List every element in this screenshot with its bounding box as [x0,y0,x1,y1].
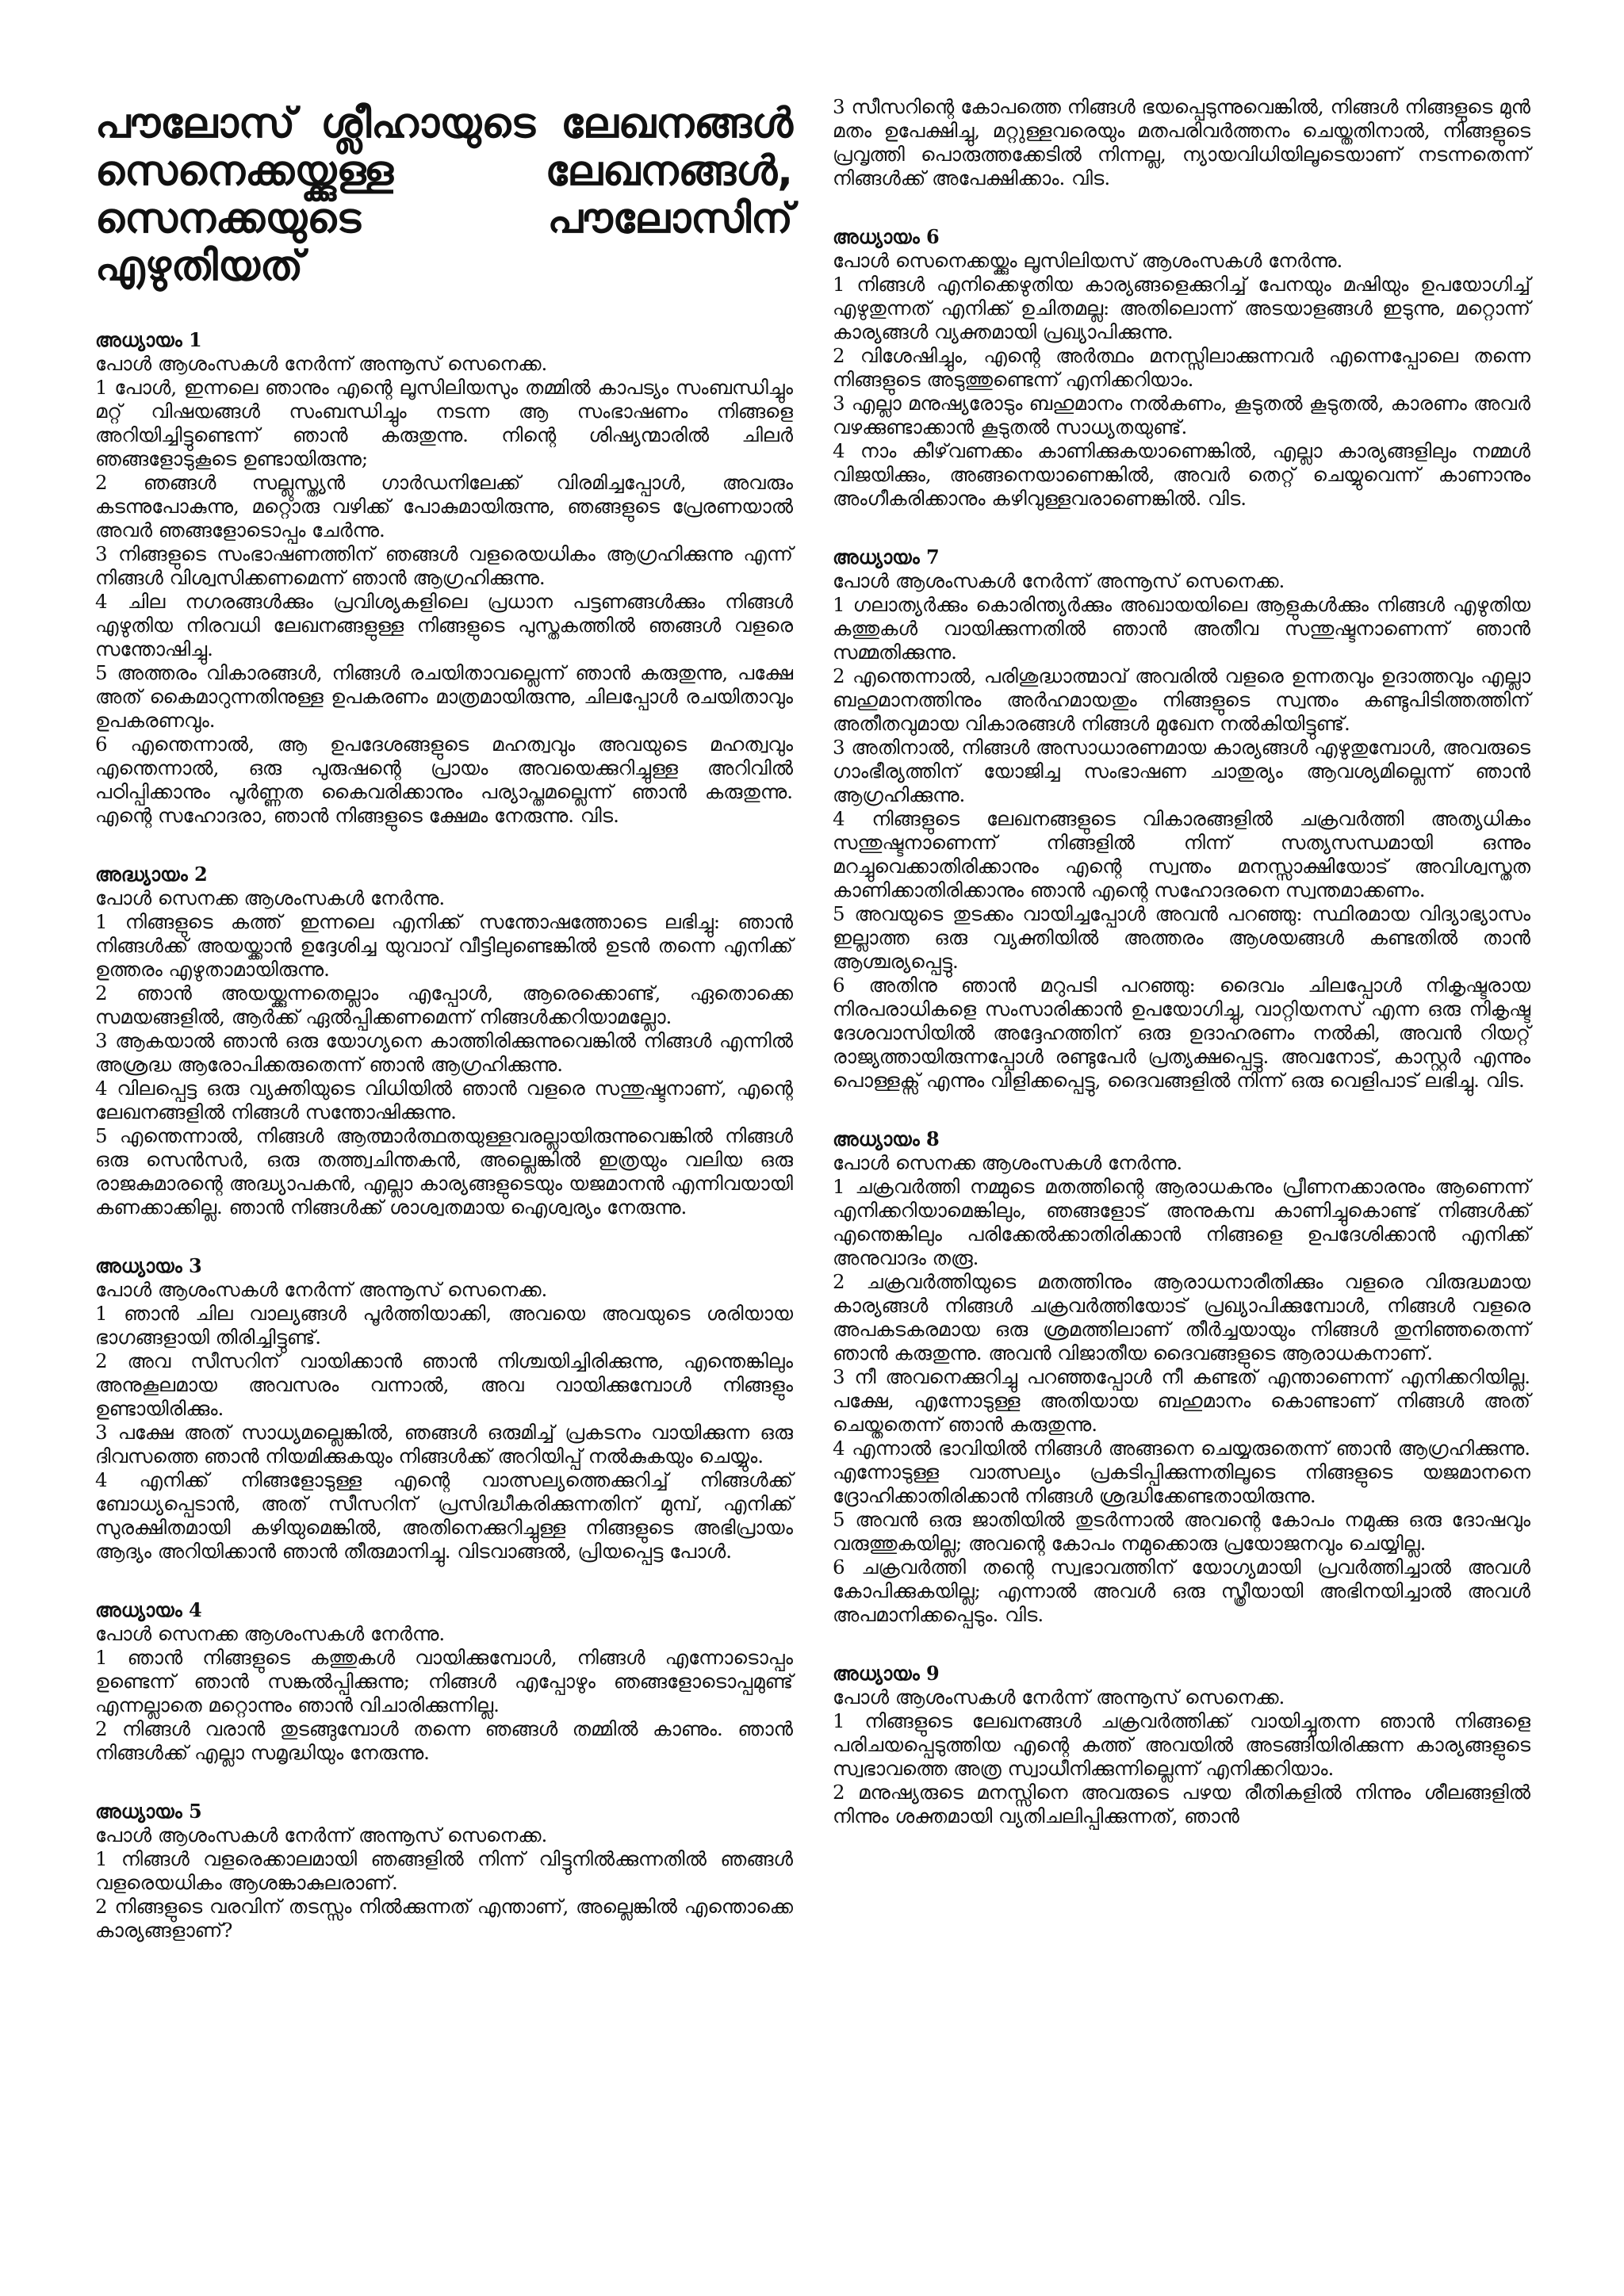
verse: 6 ചക്രവർത്തി തന്റെ സ്വഭാവത്തിന് യോഗ്യമായി പ്രവർത്തിച്ചാൽ അവൾ കോപിക്കുകയില്ല; എന്നാൽ അവൾ ഒരു സ്ത്രീയായി അഭിനയിച്ചാൽ അവൾ അപമാനിക്കപ്പെടും. വിട. [833,1556,1530,1626]
verse: 3 നീ അവനെക്കുറിച്ചു പറഞ്ഞപ്പോൾ നീ കണ്ടത് എന്താണെന്ന് എനിക്കറിയില്ല. പക്ഷേ, എന്നോടുള്ള അതിയായ ബഹുമാനം കൊണ്ടാണ് നിങ്ങൾ അത് ചെയ്തതെന്ന് ഞാൻ കരുതുന്നു. [833,1365,1530,1436]
verse: 4 ചില നഗരങ്ങൾക്കും പ്രവിശ്യകളിലെ പ്രധാന പട്ടണങ്ങൾക്കും നിങ്ങൾ എഴുതിയ നിരവധി ലേഖനങ്ങളുള്ള നിങ്ങളുടെ പുസ്തകത്തിൽ ഞങ്ങൾ വളരെ സന്തോഷിച്ചു. [95,590,793,660]
chapter-block [95,863,793,1219]
verse: 3 പക്ഷേ അത് സാധ്യമല്ലെങ്കിൽ, ഞങ്ങൾ ഒരുമിച്ച് പ്രകടനം വായിക്കുന്ന ഒരു ദിവസത്തെ ഞാൻ നിയമിക്കുകയും നിങ്ങൾക്ക് അറിയിപ്പ് നൽകുകയും ചെയ്യും. [95,1421,793,1468]
chapter-greeting: പോൾ ആശംസകൾ നേർന്ന് അന്നൂസ് സെനെക്ക. [95,352,548,375]
verse: 4 എന്നാൽ ഭാവിയിൽ നിങ്ങൾ അങ്ങനെ ചെയ്യരുതെന്ന് ഞാൻ ആഗ്രഹിക്കുന്നു. എന്നോടുള്ള വാത്സല്യം പ്രകടിപ്പിക്കുന്നതിലൂടെ നിങ്ങളുടെ യജമാനനെ ദ്രോഹിക്കാതിരിക്കാൻ നിങ്ങൾ ശ്രദ്ധിക്കേണ്ടതായിരുന്നു. [833,1437,1530,1507]
verse: 1 നിങ്ങളുടെ ലേഖനങ്ങൾ ചക്രവർത്തിക്ക് വായിച്ചുതന്ന ഞാൻ നിങ്ങളെ പരിചയപ്പെടുത്തിയ എന്റെ കത്ത് അവയിൽ അടങ്ങിയിരിക്കുന്ന കാര്യങ്ങളുടെ സ്വഭാവത്തെ അത്ര സ്വാധീനിക്കുന്നില്ലെന്ന് എനിക്കറിയാം. [833,1709,1530,1780]
chapter-greeting: പോൾ ആശംസകൾ നേർന്ന് അന്നൂസ് സെനെക്ക. [833,1686,1285,1709]
verse: 5 അവൻ ഒരു ജാതിയിൽ തുടർന്നാൽ അവന്റെ കോപം നമുക്കു ഒരു ദോഷവും വരുത്തുകയില്ല; അവന്റെ കോപം നമുക്കൊരു പ്രയോജനവും ചെയ്യില്ല. [833,1508,1530,1555]
chapter-greeting: പോൾ ആശംസകൾ നേർന്ന് അന്നൂസ് സെനെക്ക. [95,1278,548,1301]
verse: 3 ആകയാൽ ഞാൻ ഒരു യോഗ്യനെ കാത്തിരിക്കുന്നുവെങ്കിൽ നിങ്ങൾ എന്നിൽ അശ്രദ്ധ ആരോപിക്കരുതെന്ന് ഞാൻ ആഗ്രഹിക്കുന്നു. [95,1029,793,1076]
verse: 2 നിങ്ങളുടെ വരവിന് തടസ്സം നിൽക്കുന്നത് എന്താണ്, അല്ലെങ്കിൽ എന്തൊക്കെ കാര്യങ്ങളാണ്? [95,1895,793,1942]
verse: 2 മനുഷ്യരുടെ മനസ്സിനെ അവരുടെ പഴയ രീതികളിൽ നിന്നും ശീലങ്ങളിൽ നിന്നും ശക്തമായി വ്യതിചലിപ്പിക്കുന്നത്, ഞാൻ [833,1781,1530,1827]
verse: 5 അത്തരം വികാരങ്ങൾ, നിങ്ങൾ രചയിതാവല്ലെന്ന് ഞാൻ കരുതുന്നു, പക്ഷേ അത് കൈമാറുന്നതിനുള്ള ഉപകരണം മാത്രമായിരുന്നു, ചിലപ്പോൾ രചയിതാവും ഉപകരണവും. [95,661,793,732]
chapter-block [95,328,793,828]
chapter-greeting: പോൾ സെനക്ക ആശംസകൾ നേർന്നു. [95,1622,446,1645]
verse: 2 ഞാൻ അയയ്ക്കുന്നതെല്ലാം എപ്പോൾ, ആരെക്കൊണ്ട്, ഏതൊക്കെ സമയങ്ങളിൽ, ആർക്ക് ഏൽപ്പിക്കണമെന്ന് നിങ്ങൾക്കറിയാമല്ലോ. [95,982,793,1028]
verse: 3 അതിനാൽ, നിങ്ങൾ അസാധാരണമായ കാര്യങ്ങൾ എഴുതുമ്പോൾ, അവരുടെ ഗാംഭീര്യത്തിന് യോജിച്ച സംഭാഷണ ചാതുര്യം ആവശ്യമില്ലെന്ന് ഞാൻ ആഗ്രഹിക്കുന്നു. [833,736,1530,806]
chapter-block [833,1127,1530,1627]
verse: 4 എനിക്ക് നിങ്ങളോടുള്ള എന്റെ വാത്സല്യത്തെക്കുറിച്ച് നിങ്ങൾക്ക് ബോധ്യപ്പെടാൻ, അത് സീസറിന് പ്രസിദ്ധീകരിക്കുന്നതിന് മുമ്പ്, എനിക്ക് സുരക്ഷിതമായി കഴിയുമെങ്കിൽ, അതിനെക്കുറിച്ചുള്ള നിങ്ങളുടെ അഭിപ്രായം ആദ്യം അറിയിക്കാൻ ഞാൻ തീരുമാനിച്ചു. വിടവാങ്ങൽ, പ്രിയപ്പെട്ട പോൾ. [95,1468,793,1563]
chapter-block [95,1598,793,1765]
verse: 2 നിങ്ങൾ വരാൻ തുടങ്ങുമ്പോൾ തന്നെ ഞങ്ങൾ തമ്മിൽ കാണും. ഞാൻ നിങ്ങൾക്ക് എല്ലാ സമൃദ്ധിയും നേരുന്നു. [95,1717,793,1764]
left-column [95,100,793,1942]
right-column [833,95,1530,1828]
chapter-block [95,1254,793,1563]
chapter-greeting: പോൾ സെനക്ക ആശംസകൾ നേർന്നു. [833,1151,1183,1174]
verse: 4 വിലപ്പെട്ട ഒരു വ്യക്തിയുടെ വിധിയിൽ ഞാൻ വളരെ സന്തുഷ്ടനാണ്, എന്റെ ലേഖനങ്ങളിൽ നിങ്ങൾ സന്തോഷിക്കുന്നു. [95,1077,793,1123]
verse: 1 ഗലാത്യർക്കും കൊരിന്ത്യർക്കും അഖായയിലെ ആളുകൾക്കും നിങ്ങൾ എഴുതിയ കത്തുകൾ വായിക്കുന്നതിൽ ഞാൻ അതീവ സന്തുഷ്ടനാണെന്ന് ഞാൻ സമ്മതിക്കുന്നു. [833,593,1530,664]
chapter-greeting: പോൾ സെനക്ക ആശംസകൾ നേർന്നു. [95,886,446,909]
chapter-heading: അധ്യായം 4 [95,1598,202,1621]
verse: 4 നാം കീഴ്‌വണക്കം കാണിക്കുകയാണെങ്കിൽ, എല്ലാ കാര്യങ്ങളിലും നമ്മൾ വിജയിക്കും, അങ്ങനെയാണെങ്കിൽ, അവർ തെറ്റ് ചെയ്യുവെന്ന് കാണാനും അംഗീകരിക്കാനും കഴിവുള്ളവരാണെങ്കിൽ. വിട. [833,439,1530,510]
chapter-heading: അധ്യായം 5 [95,1800,202,1823]
verse: 1 നിങ്ങൾ വളരെക്കാലമായി ഞങ്ങളിൽ നിന്ന് വിട്ടുനിൽക്കുന്നതിൽ ഞങ്ങൾ വളരെയധികം ആശങ്കാകുലരാണ്. [95,1847,793,1894]
chapter-block [95,1800,793,1942]
verse: 1 ഞാൻ നിങ്ങളുടെ കത്തുകൾ വായിക്കുമ്പോൾ, നിങ്ങൾ എന്നോടൊപ്പം ഉണ്ടെന്ന് ഞാൻ സങ്കൽപ്പിക്കുന്നു; നിങ്ങൾ എപ്പോഴും ഞങ്ങളോടൊപ്പമുണ്ട് എന്നല്ലാതെ മറ്റൊന്നും ഞാൻ വിചാരിക്കുന്നില്ല. [95,1646,793,1716]
verse: 2 ഞങ്ങൾ സല്ലുസ്ത്യൻ ഗാർഡനിലേക്ക് വിരമിച്ചപ്പോൾ, അവരും കടന്നുപോകുന്നു, മറ്റൊരു വഴിക്ക് പോകുമായിരുന്നു, ഞങ്ങളുടെ പ്രേരണയാൽ അവർ ഞങ്ങളോടൊപ്പം ചേർന്നു. [95,471,793,541]
verse: 5 അവയുടെ തുടക്കം വായിച്ചപ്പോൾ അവൻ പറഞ്ഞു: സ്ഥിരമായ വിദ്യാഭ്യാസം ഇല്ലാത്ത ഒരു വ്യക്തിയിൽ അത്തരം ആശയങ്ങൾ കണ്ടതിൽ താൻ ആശ്ചര്യപ്പെട്ടു. [833,902,1530,973]
verse: 5 എന്തെന്നാൽ, നിങ്ങൾ ആത്മാർത്ഥതയുള്ളവരല്ലായിരുന്നുവെങ്കിൽ നിങ്ങൾ ഒരു സെൻസർ, ഒരു തത്ത്വചിന്തകൻ, അല്ലെങ്കിൽ ഇത്രയും വലിയ ഒരു രാജകുമാരന്റെ അദ്ധ്യാപകൻ, എല്ലാ കാര്യങ്ങളുടെയും യജമാനൻ എന്നിവയായി കണക്കാക്കില്ല. ഞാൻ നിങ്ങൾക്ക് ശാശ്വതമായ ഐശ്വര്യം നേരുന്നു. [95,1124,793,1219]
verse: 1 നിങ്ങളുടെ കത്ത് ഇന്നലെ എനിക്ക് സന്തോഷത്തോടെ ലഭിച്ചു: ഞാൻ നിങ്ങൾക്ക് അയയ്ക്കാൻ ഉദ്ദേശിച്ച യുവാവ് വീട്ടിലുണ്ടെങ്കിൽ ഉടൻ തന്നെ എനിക്ക് ഉത്തരം എഴുതാമായിരുന്നു. [95,910,793,981]
chapter-heading: അധ്യായം 9 [833,1662,940,1685]
chapter-heading: അധ്യായം 6 [833,225,940,248]
verse: 2 അവ സീസറിന് വായിക്കാൻ ഞാൻ നിശ്ചയിച്ചിരിക്കുന്നു, എന്തെങ്കിലും അനുകൂലമായ അവസരം വന്നാൽ, അവ വായിക്കുമ്പോൾ നിങ്ങളും ഉണ്ടായിരിക്കും. [95,1349,793,1420]
chapter-greeting: പോൾ ആശംസകൾ നേർന്ന് അന്നൂസ് സെനെക്ക. [833,569,1285,592]
document-title: പൗലോസ് ശ്ലീഹായുടെ ലേഖനങ്ങൾ സെനെക്കയ്ക്കുള്ള ലേഖനങ്ങൾ, സെനക്കയുടെ പൗലോസിന് എഴുതിയത് [95,100,793,290]
verse: 1 നിങ്ങൾ എനിക്കെഴുതിയ കാര്യങ്ങളെക്കുറിച്ച് പേനയും മഷിയും ഉപയോഗിച്ച് എഴുതുന്നത് എനിക്ക് ഉചിതമല്ല: അതിലൊന്ന് അടയാളങ്ങൾ ഇടുന്നു, മറ്റൊന്ന് കാര്യങ്ങൾ വ്യക്തമായി പ്രഖ്യാപിക്കുന്നു. [833,273,1530,343]
left-chapters [95,328,793,1942]
chapter-block [833,95,1530,190]
verse: 2 എന്തെന്നാൽ, പരിശുദ്ധാത്മാവ് അവരിൽ വളരെ ഉന്നതവും ഉദാത്തവും എല്ലാ ബഹുമാനത്തിനും അർഹമായതും നിങ്ങളുടെ സ്വന്തം കണ്ടുപിടിത്തത്തിന് അതീതവുമായ വികാരങ്ങൾ നിങ്ങൾ മുഖേന നൽകിയിട്ടുണ്ട്. [833,664,1530,735]
verse: 3 നിങ്ങളുടെ സംഭാഷണത്തിന് ഞങ്ങൾ വളരെയധികം ആഗ്രഹിക്കുന്നു എന്ന് നിങ്ങൾ വിശ്വസിക്കണമെന്ന് ഞാൻ ആഗ്രഹിക്കുന്നു. [95,542,793,589]
verse: 6 അതിനു ഞാൻ മറുപടി പറഞ്ഞു: ദൈവം ചിലപ്പോൾ നികൃഷ്ടരായ നിരപരാധികളെ സംസാരിക്കാൻ ഉപയോഗിച്ചു, വാറ്റിയനസ് എന്ന ഒരു നികൃഷ്ട ദേശവാസിയിൽ അദ്ദേഹത്തിന് ഒരു ഉദാഹരണം നൽകി, അവൻ റിയറ്റ് രാജ്യത്തായിരുന്നപ്പോൾ രണ്ടുപേർ പ്രത്യക്ഷപ്പെട്ടു. അവനോട്, കാസ്റ്റർ എന്നും പൊള്ളക്സ് എന്നും വിളിക്കപ്പെട്ടു, ദൈവങ്ങളിൽ നിന്ന് ഒരു വെളിപാട് ലഭിച്ചു. വിട. [833,974,1530,1092]
verse: 6 എന്തെന്നാൽ, ആ ഉപദേശങ്ങളുടെ മഹത്വവും അവയുടെ മഹത്വവും എന്തെന്നാൽ, ഒരു പുരുഷന്റെ പ്രായം അവയെക്കുറിച്ചുള്ള അറിവിൽ പഠിപ്പിക്കാനും പൂർണ്ണത കൈവരിക്കാനും പര്യാപ്തമല്ലെന്ന് ഞാൻ കരുതുന്നു. എന്റെ സഹോദരാ, ഞാൻ നിങ്ങളുടെ ക്ഷേമം നേരുന്നു. വിട. [95,733,793,827]
verse: 4 നിങ്ങളുടെ ലേഖനങ്ങളുടെ വികാരങ്ങളിൽ ചക്രവർത്തി അത്യധികം സന്തുഷ്ടനാണെന്ന് നിങ്ങളിൽ നിന്ന് സത്യസന്ധമായി ഒന്നും മറച്ചുവെക്കാതിരിക്കാനും എന്റെ സ്വന്തം മനസ്സാക്ഷിയോട് അവിശ്വസ്തത കാണിക്കാതിരിക്കാനും ഞാൻ എന്റെ സഹോദരനെ സ്വന്തമാക്കണം. [833,807,1530,901]
verse: 1 പോൾ, ഇന്നലെ ഞാനും എന്റെ ലൂസിലിയസും തമ്മിൽ കാപട്യം സംബന്ധിച്ചും മറ്റ് വിഷയങ്ങൾ സംബന്ധിച്ചും നടന്ന ആ സംഭാഷണം നിങ്ങളെ അറിയിച്ചിട്ടുണ്ടെന്ന് ഞാൻ കരുതുന്നു. നിന്റെ ശിഷ്യന്മാരിൽ ചിലർ ഞങ്ങളോടുകൂടെ ഉണ്ടായിരുന്നു; [95,376,793,470]
chapter-heading: അധ്യായം 8 [833,1127,940,1150]
chapter-heading: അധ്യായം 3 [95,1254,202,1277]
verse: 1 ചക്രവർത്തി നമ്മുടെ മതത്തിന്റെ ആരാധകനും പ്രീണനക്കാരനും ആണെന്ന് എനിക്കറിയാമെങ്കിലും, ഞങ്ങളോട് അനുകമ്പ കാണിച്ചുകൊണ്ട് നിങ്ങൾക്ക് എന്തെങ്കിലും പരിക്കേൽക്കാതിരിക്കാൻ നിങ്ങളെ ഉപദേശിക്കാൻ എനിക്ക് അനുവാദം തരൂ. [833,1175,1530,1269]
verse: 1 ഞാൻ ചില വാല്യങ്ങൾ പൂർത്തിയാക്കി, അവയെ അവയുടെ ശരിയായ ഭാഗങ്ങളായി തിരിച്ചിട്ടുണ്ട്. [95,1302,793,1349]
chapter-heading: അധ്യായം 1 [95,328,202,351]
chapter-block [833,225,1530,511]
verse: 3 സീസറിന്റെ കോപത്തെ നിങ്ങൾ ഭയപ്പെടുന്നുവെങ്കിൽ, നിങ്ങൾ നിങ്ങളുടെ മുൻ മതം ഉപേക്ഷിച്ചു, മറ്റുള്ളവരെയും മതപരിവർത്തനം ചെയ്തതിനാൽ, നിങ്ങളുടെ പ്രവൃത്തി പൊരുത്തക്കേടിൽ നിന്നല്ല, ന്യായവിധിയിലൂടെയാണ് നടന്നതെന്ന് നിങ്ങൾക്ക് അപേക്ഷിക്കാം. വിട. [833,95,1530,189]
chapter-block [833,1662,1530,1828]
chapter-greeting: പോൾ ആശംസകൾ നേർന്ന് അന്നൂസ് സെനെക്ക. [95,1823,548,1846]
verse: 2 വിശേഷിച്ചും, എന്റെ അർത്ഥം മനസ്സിലാക്കുന്നവർ എന്നെപ്പോലെ തന്നെ നിങ്ങളുടെ അടുത്തുണ്ടെന്ന് എനിക്കറിയാം. [833,344,1530,391]
verse: 2 ചക്രവർത്തിയുടെ മതത്തിനും ആരാധനാരീതിക്കും വളരെ വിരുദ്ധമായ കാര്യങ്ങൾ നിങ്ങൾ ചക്രവർത്തിയോട് പ്രഖ്യാപിക്കുമ്പോൾ, നിങ്ങൾ വളരെ അപകടകരമായ ഒരു ശ്രമത്തിലാണ് തീർച്ചയായും നിങ്ങൾ തുനിഞ്ഞതെന്ന് ഞാൻ കരുതുന്നു. അവൻ വിജാതീയ ദൈവങ്ങളുടെ ആരാധകനാണ്. [833,1270,1530,1364]
chapter-heading: അധ്യായം 7 [833,545,940,568]
chapter-block [833,545,1530,1093]
right-chapters [833,95,1530,1828]
chapter-heading: അദ്ധ്യായം 2 [95,863,208,886]
chapter-greeting: പോൾ സെനെക്കയ്ക്കും ലൂസിലിയസ് ആശംസകൾ നേർന്നു. [833,249,1343,272]
verse: 3 എല്ലാ മനുഷ്യരോടും ബഹുമാനം നൽകണം, കൂടുതൽ കൂടുതൽ, കാരണം അവർ വഴക്കുണ്ടാക്കാൻ കൂടുതൽ സാധ്യതയുണ്ട്. [833,392,1530,438]
